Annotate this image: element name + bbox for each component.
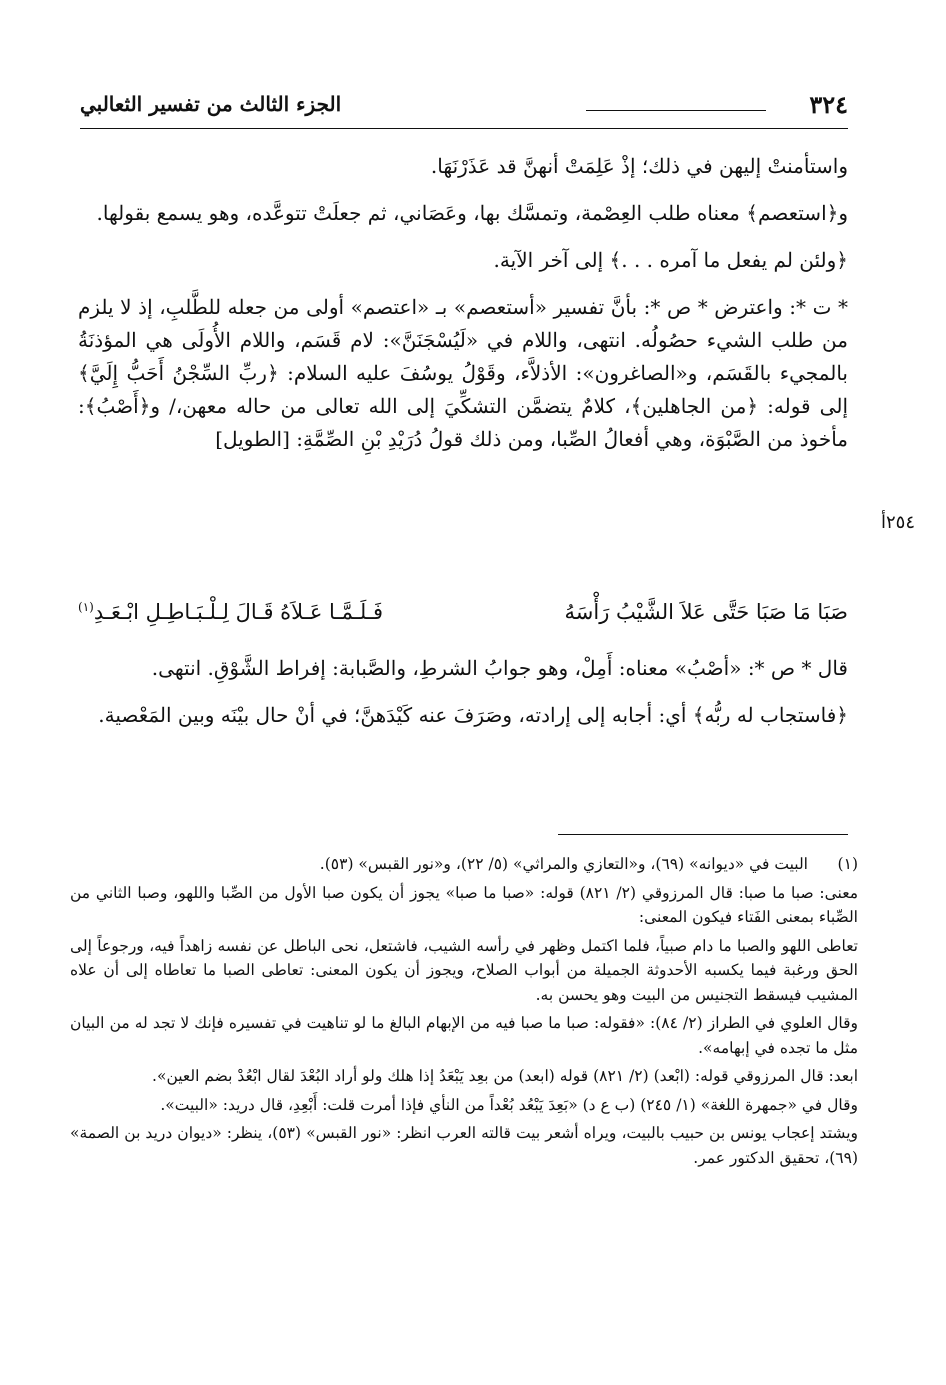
page-header [80, 90, 848, 124]
verse-second-hemistich: فَـلَـمَّـا عَـلاَهُ قَـالَ لِـلْـبَـاطِـلِ ابْـعَـدِ$^{(١)}$ [78, 600, 384, 624]
paragraph-6: ﴿فاستجاب له ربُّه﴾ أي: أجابه إلى إرادته، وصَرَفَ عنه كَيْدَهنَّ؛ في أنْ حال بيْنَه وبين المَعْصية. [98, 703, 848, 727]
manuscript-folio-note: ٢٥٤أ [880, 512, 915, 533]
footnote-reference[interactable]: (١) [78, 600, 94, 614]
main-text [78, 150, 848, 460]
footnote-meaning: معنى: صبا ما صبا: قال المرزوقي (٢/ ٨٢١) قوله: «صبا ما صبا» يجوز أن يكون صبا الأول من الصِّبا واللهو، وصبا الثاني من الصِّباء بمعنى الفَتاء فيكون المعنى: [70, 883, 859, 926]
page-number: ٣٢٤ [809, 90, 848, 119]
header-rule [586, 110, 766, 111]
footnote-separator [558, 834, 848, 835]
footnote-explanation: تعاطى اللهو والصبا ما دام صبياً، فلما اكتمل وظهر في رأسه الشيب، فاشتعل، نحى الباطل عن نفسه زاهداً فيه، ورجوعاً إلى الحق ورغبة فيما يكسبه الأحدوثة الجميلة من أبواب الصلاح، ويجوز أن يكون المعنى: تعاطى الصبا ما تعاطاه إلى أن علاه المشيب فيسقط التجنيس من البيت وهو يحسن به. [70, 936, 858, 1004]
header-underline [80, 128, 848, 129]
footnote-ibad: ابعد: قال المرزوقي قوله: (ابْعد) (٢/ ٨٢١) قوله (ابعد) من بعِد يَبْعَدُ إذا هلك ولو أراد البُعْدَ لقال ابْعُدْ بضم العين». [152, 1067, 858, 1085]
verse-first-hemistich: صَبَا مَا صَبَا حَتَّى عَلاَ الشَّيْبُ رَأْسَهُ [564, 600, 848, 624]
paragraph-5: قال * ص *: «أصْبُ» معناه: أَمِلْ، وهو جوابُ الشرطِ، والصَّبابة: إفراط الشَّوْقِ. انتهى. [151, 656, 848, 680]
footnotes [70, 852, 858, 1174]
paragraph-1: واستأمنتْ إليهن في ذلك؛ إذْ عَلِمَتْ أنهنَّ قد عَذَرْنَهَا. [430, 154, 848, 178]
paragraph-3: ﴿ولئن لم يفعل ما آمره . . .﴾ إلى آخر الآية. [493, 248, 848, 272]
main-text-continued [78, 652, 848, 746]
footnote-1-text: البيت في «ديوانه» (٦٩)، و«التعازي والمراثي» (٥/ ٢٢)، و«نور القبس» (٥٣). [319, 855, 808, 873]
footnote-number: (١) [837, 855, 858, 873]
paragraph-4: * ت *: واعترض * ص *: بأنَّ تفسير «أستعصم» بـ «اعتصم» أولى من جعله للطَّلبِ، إذ لا يلزم من طلب الشيء حصُولُه. انتهى، واللام في «لَيُسْجَنَنَّ»: لام قَسَم، واللام الأُولَى هي المؤذنَةُ بالمجيء بالقَسَم، و«الصاغرون»: الأذلاَّء، وقَوْلُ يوسُفَ عليه السلام: ﴿ربِّ السِّجْنُ أَحَبُّ إِلَيَّ﴾ إلى قوله: ﴿من الجاهلين﴾، كلامٌ يتضمَّن التشكِّيَ إلى الله تعالى من حاله معهن،/ و﴿أَصْبُ﴾: مأخوذ من الصَّبْوَة، وهي أفعالُ الصِّبا، ومن ذلك قولُ دُرَيْدِ بْنِ الصِّمَّةِ: [الطويل] [78, 295, 848, 451]
footnote-jamhara: وقال في «جمهرة اللغة» (١/ ٢٤٥) (ب ع د) «بَعِدَ يَبْعُد بُعْداً من النأي فإذا أمرت قلت: أَبْعِدِ، قال دريد: «البيت». [160, 1095, 858, 1114]
running-title: الجزء الثالث من تفسير الثعالبي [80, 92, 342, 116]
footnote-alawi: وقال العلوي في الطراز (٢/ ٨٤): «فقوله: صبا ما صبا فيه من الإبهام البالغ ما لو تناهيت في تفسيره فإنك لا تجد له من البيان مثل ما تجده في إبهامه». [70, 1014, 859, 1057]
footnote-1 [70, 852, 858, 877]
paragraph-2: و﴿استعصم﴾ معناه طلب العِصْمة، وتمسَّك بها، وعَصَاني، ثم جعلَتْ تتوعَّده، وهو يسمع بقولها. [96, 201, 848, 225]
footnote-yunus: ويشتد إعجاب يونس بن حبيب بالبيت، ويراه أشعر بيت قالته العرب انظر: «نور القبس» (٥٣)، ينظر: «ديوان دريد بن الصمة» (٦٩)، تحقيق الدكتور عمر. [70, 1124, 858, 1167]
poetry-verse [78, 600, 848, 636]
